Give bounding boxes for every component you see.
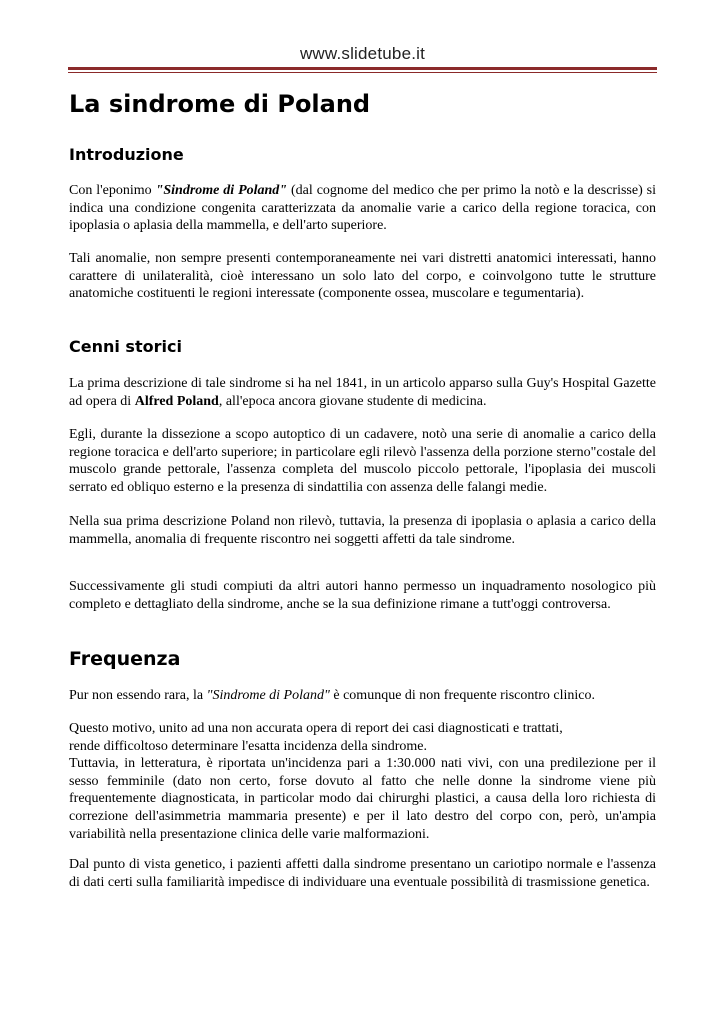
freq-paragraph-1: [69, 687, 656, 705]
emphasis-syndrome-name: "Sindrome di Poland": [155, 183, 288, 198]
heading-frequenza: Frequenza: [69, 648, 181, 670]
freq-paragraph-2: [69, 720, 656, 755]
heading-cenni-storici: Cenni storici: [69, 337, 182, 356]
text-run: (dal cognome del medico che per primo la notò e la descrisse) si indica una condizione congenita caratterizzata da anomalie varie a carico della regione toracica, con ipoplasia o aplasia della mammella, e dell'arto superiore.: [69, 183, 656, 234]
emphasis-syndrome-name: "Sindrome di Poland": [206, 688, 330, 703]
freq-paragraph-3: Tuttavia, in letteratura, è riportata un'incidenza pari a 1:30.000 nati vivi, con una predilezione per il sesso femminile (dato non certo, forse dovuto al fatto che nelle donne la sindrome viene più frequentemente diagnosticata, in particolar modo dai chirurghi plastici, a causa della loro richiesta di correzione dell'asimmetria mammaria presente) e per il lato destro del corpo con, però, un'ampia variabilità nella presentazione clinica delle varie malformazioni.: [69, 756, 656, 842]
text-run: Con l'eponimo: [69, 183, 156, 198]
cenni-paragraph-3: Nella sua prima descrizione Poland non rilevò, tuttavia, la presenza di ipoplasia o aplasia a carico della mammella, anomalia di frequente riscontro nei soggetti affetti da tale sindrome.: [69, 514, 656, 547]
text-run: , all'epoca ancora giovane studente di medicina.: [218, 393, 487, 409]
heading-introduzione: Introduzione: [69, 145, 184, 164]
page-title: La sindrome di Poland: [69, 90, 371, 118]
cenni-paragraph-1: [69, 375, 656, 410]
site-header[interactable]: www.slidetube.it: [299, 44, 426, 63]
intro-paragraph-2: Tali anomalie, non sempre presenti contemporaneamente nei vari distretti anatomici interessati, hanno carattere di unilateralità, cioè interessano un solo lato del corpo, e coinvolgono tutte le strutture anatomiche costituenti le regioni interessate (componente ossea, muscolare e tegumentaria).: [69, 251, 656, 302]
intro-paragraph-1: [69, 182, 656, 235]
text-line: Questo motivo, unito ad una non accurata opera di report dei casi diagnosticati e trattati,: [69, 721, 563, 736]
freq-paragraph-4: Dal punto di vista genetico, i pazienti affetti dalla sindrome presentano un cariotipo normale e l'assenza di dati certi sulla familiarità impedisce di individuare una eventuale possibilità di trasmissione genetica.: [69, 857, 656, 890]
text-run: La prima descrizione di tale sindrome si ha nel 1841, in un articolo apparso sulla Guy's Hospital Gazette ad opera di: [69, 376, 656, 409]
emphasis-author-name: Alfred Poland: [134, 393, 219, 409]
text-line: rende difficoltoso determinare l'esatta incidenza della sindrome.: [69, 738, 427, 754]
header-rule-thick: [68, 67, 657, 70]
header-rule-thin: [68, 72, 657, 73]
text-run: Pur non essendo rara, la: [69, 688, 207, 703]
cenni-paragraph-2: Egli, durante la dissezione a scopo autoptico di un cadavere, notò una serie di anomalie a carico della regione toracica e dell'arto superiore; in particolare egli rilevò l'assenza della porzione sterno"costale del muscolo grande pettorale, l'assenza completa del muscolo piccolo pettorale, l'ipoplasia dei muscoli serrato ed obliquo esterno e la presenza di sindattilia con assenza delle falangi medie.: [69, 427, 656, 496]
cenni-paragraph-4: Successivamente gli studi compiuti da altri autori hanno permesso un inquadramento nosologico più completo e dettagliato della sindrome, anche se la sua definizione rimane a tutt'oggi controversa.: [69, 579, 656, 612]
text-run: è comunque di non frequente riscontro clinico.: [329, 688, 596, 703]
